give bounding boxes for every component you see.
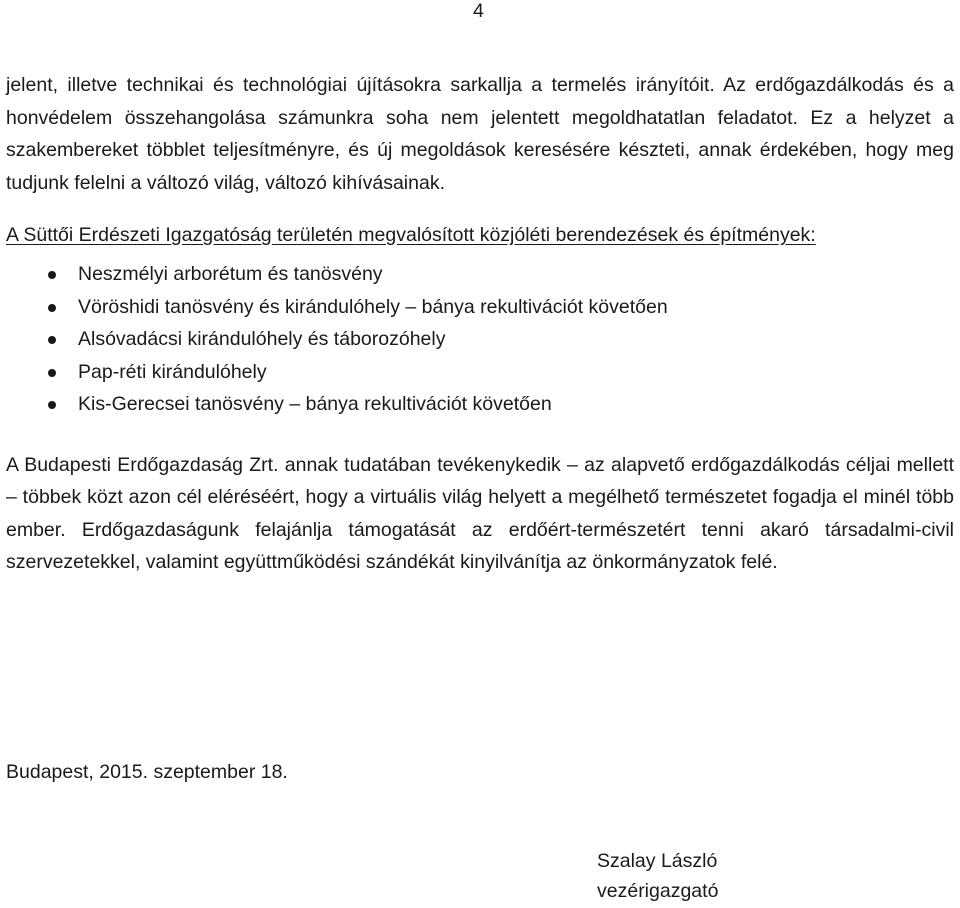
bullet-icon	[48, 369, 56, 377]
list-item-text: Neszmélyi arborétum és tanösvény	[78, 263, 383, 285]
signatory-name: Szalay László	[597, 850, 718, 872]
list-item-text: Kis-Gerecsei tanösvény – bánya rekultivációt követően	[78, 393, 552, 416]
facility-list	[6, 258, 954, 421]
list-item	[6, 388, 954, 421]
bullet-icon	[48, 271, 56, 279]
signatory-title: vezérigazgató	[597, 880, 719, 902]
list-item-text: Vöröshidi tanösvény és kirándulóhely – bánya rekultivációt követően	[78, 295, 668, 318]
date-line: Budapest, 2015. szeptember 18.	[6, 761, 288, 783]
list-item	[6, 356, 954, 389]
paragraph-intro: jelent, illetve technikai és technológiai újításokra sarkallja a termelés irányítóit. Az erdőgazdálkodás és a honvédelem összehangolása számunkra soha nem jelentett megoldhatatlan feladatot. Ez a helyzet a szakembereket többlet teljesítményre, és új megoldások keresésére készteti, annak érdekében, hogy meg tudjunk felelni a változó világ, változó kihívásainak.	[6, 74, 954, 194]
list-item	[6, 258, 954, 291]
list-item	[6, 323, 954, 356]
list-item-text: Alsóvadácsi kirándulóhely és táborozóhely	[78, 328, 446, 351]
bullet-icon	[48, 336, 56, 344]
document-body	[6, 69, 954, 579]
list-item	[6, 291, 954, 324]
section-heading: A Süttői Erdészeti Igazgatóság területén megvalósított közjóléti berendezések és építmények:	[6, 224, 816, 246]
signature-block	[597, 846, 718, 906]
paragraph-company: A Budapesti Erdőgazdaság Zrt. annak tudatában tevékenykedik – az alapvető erdőgazdálkodás céljai mellett – többek közt azon cél eléréséért, hogy a virtuális világ helyett a megélhető természetet fogadja el minél több ember. Erdőgazdaságunk felajánlja támogatását az erdőért-természetért tenni akaró társadalmi-civil szervezetekkel, valamint együttműködési szándékát kinyilvánítja az önkormányzatok felé.	[6, 453, 954, 574]
list-item-text: Pap-réti kirándulóhely	[78, 360, 267, 383]
page-number: 4	[473, 0, 484, 22]
bullet-icon	[48, 304, 56, 312]
bullet-icon	[48, 401, 56, 409]
